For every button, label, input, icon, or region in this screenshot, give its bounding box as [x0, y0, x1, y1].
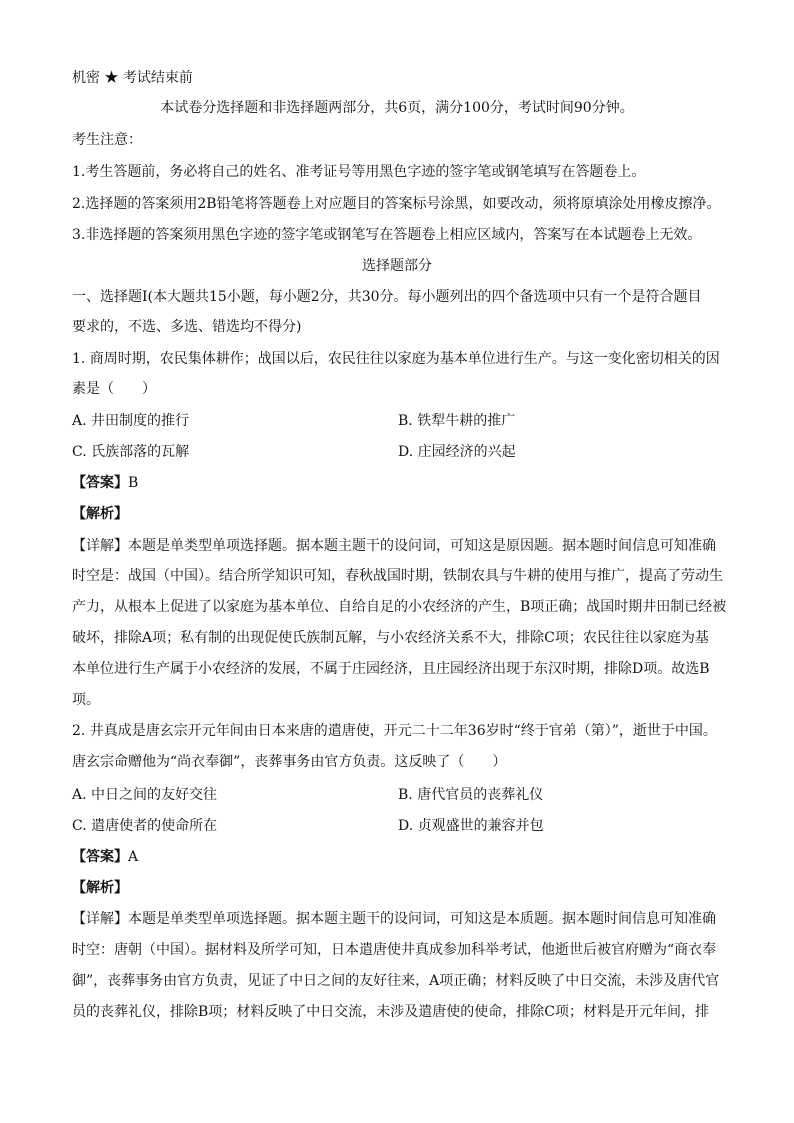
notice-item: 3.非选择题的答案须用黑色字迹的签字笔或钢笔写在答题卷上相应区域内，答案写在本试题卷上无效。 — [72, 227, 702, 243]
detail-line: 时空是：战国（中国）。结合所学知识可知，春秋战国时期，铁制农具与牛耕的使用与推广，提高了劳动生 — [72, 568, 723, 584]
option-a: A. 中日之间的友好交往 — [72, 787, 218, 803]
detail-line: 产力，从根本上促进了以家庭为基本单位、自给自足的小农经济的产生，B项正确；战国时期井田制已经被 — [72, 599, 727, 615]
analysis-label: 【解析】 — [72, 880, 128, 896]
option-a: A. 井田制度的推行 — [72, 413, 190, 429]
notice-item: 1.考生答题前，务必将自己的姓名、准考证号等用黑色字迹的签字笔或钢笔填写在答题卷上。 — [72, 164, 646, 180]
detail-line: 项。 — [72, 692, 100, 708]
detail-line: 时空：唐朝（中国）。据材料及所学可知，日本遣唐使井真成参加科举考试，他逝世后被官府赠为“商衣奉 — [72, 942, 717, 958]
answer-label: 【答案】 — [72, 849, 128, 865]
exam-intro: 本试卷分选择题和非选择题两部分，共6页，满分100分，考试时间90分钟。 — [160, 100, 634, 116]
option-d: D. 庄园经济的兴起 — [398, 444, 516, 460]
option-b: B. 唐代官员的丧葬礼仪 — [398, 787, 544, 803]
section-instruction: 一、选择题Ⅰ(本大题共15小题，每小题2分，共30分。每小题列出的四个备选项中只有一个是符合题目 — [72, 289, 702, 305]
confidential-label: 机密 ★ 考试结束前 — [72, 70, 193, 86]
option-b: B. 铁犁牛耕的推广 — [398, 413, 516, 429]
option-c: C. 遣唐使者的使命所在 — [72, 818, 218, 834]
option-d: D. 贞观盛世的兼容并包 — [398, 818, 544, 834]
section-title: 选择题部分 — [362, 258, 432, 274]
answer-row — [72, 473, 732, 493]
question-stem: 1. 商周时期，农民集体耕作；战国以后，农民往往以家庭为基本单位进行生产。与这一变化密切相关的因 — [72, 351, 720, 367]
section-instruction: 要求的，不选、多选、错选均不得分) — [72, 319, 302, 335]
analysis-label: 【解析】 — [72, 506, 128, 522]
detail-line: 破坏，排除A项；私有制的出现促使氏族制瓦解，与小农经济关系不大，排除C项；农民往往以家庭为基 — [72, 630, 709, 646]
detail-line: 【详解】本题是单类型单项选择题。据本题主题干的设问词，可知这是本质题。据本题时间信息可知准确 — [72, 911, 716, 927]
detail-line: 本单位进行生产属于小农经济的发展，不属于庄园经济，且庄园经济出现于东汉时期，排除D项。故选B — [72, 661, 710, 677]
answer-value: A — [128, 849, 139, 865]
detail-line: 员的丧葬礼仪，排除B项；材料反映了中日交流，未涉及遣唐使的使命，排除C项；材料是开元年间，排 — [72, 1004, 709, 1020]
question-stem: 2. 井真成是唐玄宗开元年间由日本来唐的遣唐使，开元二十二年36岁时“终于官弟（第）”，逝世于中国。 — [72, 723, 717, 739]
detail-line: 御”，丧葬事务由官方负责，见证了中日之间的友好往来，A项正确；材料反映了中日交流，未涉及唐代官 — [72, 973, 720, 989]
answer-value: B — [128, 475, 139, 491]
question-stem: 素是（ ） — [72, 381, 156, 397]
detail-line: 【详解】本题是单类型单项选择题。据本题主题干的设问词，可知这是原因题。据本题时间信息可知准确 — [72, 538, 716, 554]
question-stem: 唐玄宗命赠他为“尚衣奉御”，丧葬事务由官方负责。这反映了（ ） — [72, 754, 507, 770]
notice-item: 2.选择题的答案须用2B铅笔将答题卷上对应题目的答案标号涂黑，如要改动，须将原填涂处用橡皮擦净。 — [72, 196, 721, 212]
answer-label: 【答案】 — [72, 475, 128, 491]
notice-title: 考生注意： — [72, 132, 142, 148]
answer-row — [72, 847, 732, 867]
option-c: C. 氏族部落的瓦解 — [72, 444, 190, 460]
